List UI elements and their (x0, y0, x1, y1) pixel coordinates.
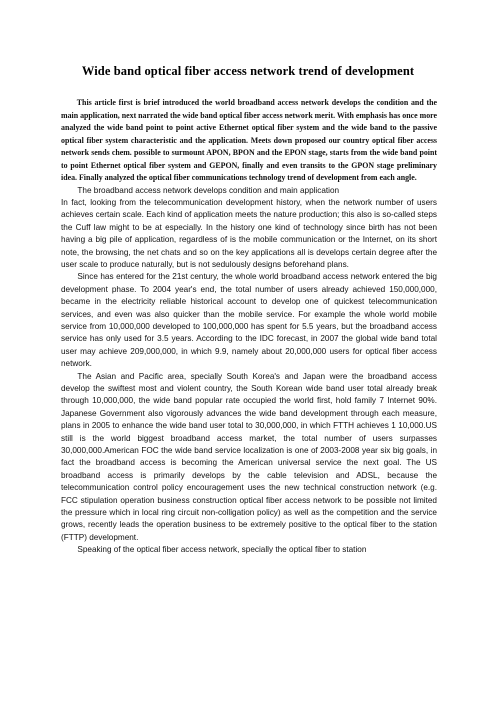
body-paragraph-2: Since has entered for the 21st century, the whole world broadband access network entered the big development phase. To 2004 year's end, the total number of users already achieved 150,000,000, became in the electricity reliable historical account to develop one of quickest telecommunication services, and even was also quicker than the mobile service. For example the whole world mobile service from 10,000,000 developed to 100,000,000 has spent for 5.5 years, but the broadband access service has only used for 3.5 years. According to the IDC forecast, in 2007 the global wide band total user may achieve 209,000,000, in which 9.9, namely about 20,000,000 users for optical fiber access network. (61, 272, 437, 369)
document-title: Wide band optical fiber access network trend of development (81, 64, 415, 78)
body-paragraph-1: In fact, looking from the telecommunication development history, when the network number of users achieves certain scale. Each kind of application meets the nature production; this also is so-called steps the Cuff law might to be at especially. In the history one kind of technology since birth has not been having a big pile of application, regardless of is the mobile communication or the Internet, on its short note, the browsing, the net chats and so on the key applications all is develops certain degree after the user scale to produce naturally, but is not sedulously designs beforehand plans. (61, 197, 437, 269)
body-paragraph-4: Speaking of the optical fiber access network, specially the optical fiber to station (77, 545, 367, 555)
section-heading: The broadband access network develops condition and main application (77, 185, 340, 195)
body-paragraph-3: The Asian and Pacific area, specially South Korea's and Japan were the broadband access develop the swiftest most and violent country, the South Korean wide band user total already break through 10,000,000, the wide band popular rate occupied the world first, hold family 7 Internet 90%. Japanese Government also vigorously advances the wide band development through each measure, plans in 2005 to enhance the wide band user total to 30,000,000, in which FTTH achieves 1 10,000.US still is the world biggest broadband access market, the total number of users surpasses 30,000,000.American FOC the wide band service localization is one of 2003-2008 year six big goals, in fact the broadband access is becoming the American universal service the next goal. The US broadband access is primarily develops by the cable television and ADSL, because the telecommunication control policy encouragement uses the new technical construction network (e.g. FCC stipulation operation business construction optical fiber access network to be possible not limited the pressure which in local ring circuit non-colligation policy) as well as the competition and the service grows, recently leads the operation business to be extremely positive to the optical fiber to the station (FTTP) development. (61, 371, 437, 542)
document-body (61, 97, 437, 557)
abstract-paragraph: This article first is brief introduced the world broadband access network develops the condition and the main application, next narrated the wide band optical fiber access network merit. With emphasis has once more analyzed the wide band point to point active Ethernet optical fiber system and the wide band to the passive optical fiber system characteristic and the application. Meets down proposed our country optical fiber access network sends chem. possible to surmount APON, BPON and the EPON stage, starts from the wide band point to point Ethernet optical fiber system and GEPON, finally and even transits to the GPON stage preliminary idea. Finally analyzed the optical fiber communications technology trend of development from each angle. (61, 98, 437, 182)
